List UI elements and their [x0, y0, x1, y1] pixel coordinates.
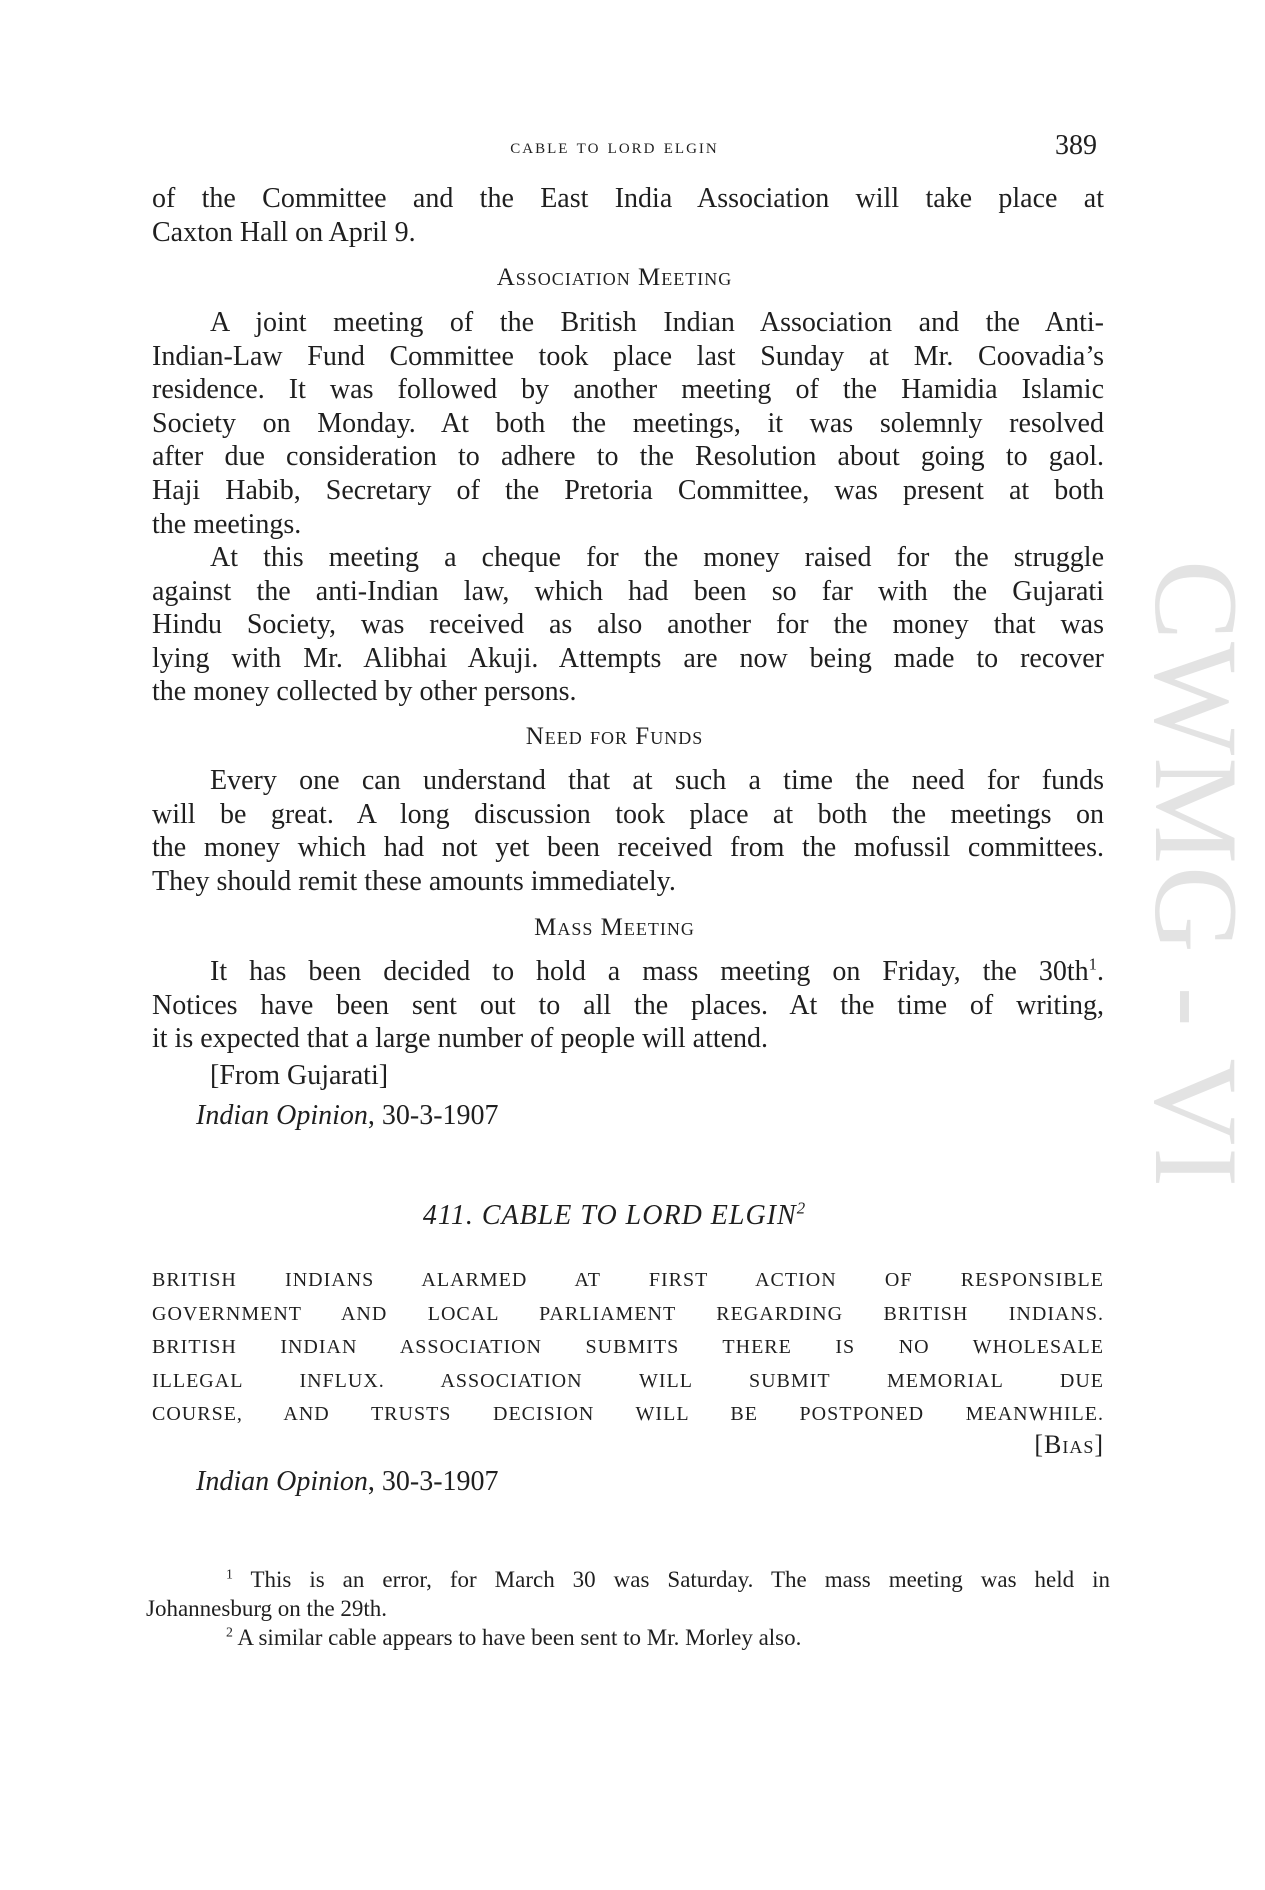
journal-name: Indian Opinion — [196, 1466, 368, 1497]
cable-line: COURSE, AND TRUSTS DECISION WILL BE POSTPONED MEANWHILE. — [152, 1403, 1104, 1426]
footnote-1-continued: Johannesburg on the 29th. — [146, 1595, 388, 1621]
footnote-ref-2[interactable]: 2 — [796, 1198, 807, 1218]
section-heading-association-meeting: Association Meeting — [496, 264, 733, 291]
citation-date: , 30-3-1907 — [367, 1466, 499, 1497]
text-line: it is expected that a large number of people will attend. — [152, 1023, 769, 1055]
funds-paragraph — [152, 764, 1104, 898]
signature: [Bias] — [1034, 1430, 1104, 1459]
source-note: [From Gujarati] — [210, 1060, 389, 1091]
cable-line: BRITISH INDIANS ALARMED AT FIRST ACTION OF RESPONSIBLE — [152, 1269, 1104, 1291]
text-line: lying with Mr. Alibhai Akuji. Attempts are now being made to recover — [152, 642, 1104, 674]
text-line: against the anti-Indian law, which had been so far with the Gujarati — [152, 575, 1104, 607]
text-line: They should remit these amounts immediately. — [152, 865, 676, 897]
footnote-text: This is an error, for March 30 was Saturday. The mass meeting was held in — [250, 1567, 1110, 1592]
mass-meeting-paragraph — [152, 955, 1104, 1056]
text-line: Society on Monday. At both the meetings, it was solemnly resolved — [152, 407, 1104, 439]
text-line: of the Committee and the East India Association will take place at — [152, 183, 1104, 214]
text-line: Indian-Law Fund Committee took place last Sunday at Mr. Coovadia’s — [152, 340, 1104, 372]
footnotes — [146, 1566, 1110, 1652]
text-line: the meetings. — [152, 508, 302, 540]
footnote-text: A similar cable appears to have been sent to Mr. Morley also. — [237, 1624, 802, 1650]
citation — [196, 1466, 499, 1498]
association-paragraph-2 — [152, 541, 1104, 709]
footnote-ref-1[interactable]: 1 — [1088, 954, 1097, 974]
text-line: the money collected by other persons. — [152, 676, 577, 708]
journal-name: Indian Opinion — [196, 1100, 368, 1131]
opening-paragraph — [152, 182, 1104, 249]
text-line: A joint meeting of the British Indian Association and the Anti- — [210, 307, 1104, 338]
citation-date: , 30-3-1907 — [367, 1100, 499, 1131]
footnote-marker: 2 — [226, 1623, 233, 1639]
text-line: At this meeting a cheque for the money raised for the struggle — [210, 542, 1104, 573]
page-number: 389 — [1055, 130, 1097, 161]
text-line: after due consideration to adhere to the Resolution about going to gaol. — [152, 441, 1104, 473]
text-line: Caxton Hall on April 9. — [152, 216, 416, 248]
cable-line: ILLEGAL INFLUX. ASSOCIATION WILL SUBMIT MEMORIAL DUE — [152, 1369, 1104, 1392]
text-span: It has been decided to hold a mass meeting on Friday, the 30th — [210, 956, 1089, 987]
document-title — [0, 1200, 1229, 1232]
section-heading-mass-meeting: Mass Meeting — [534, 914, 695, 941]
running-title: cable to lord elgin — [510, 134, 719, 158]
text-line: Hindu Society, was received as also another for the money that was — [152, 609, 1104, 641]
cable-line: BRITISH INDIAN ASSOCIATION SUBMITS THERE IS NO WHOLESALE — [152, 1336, 1104, 1359]
text-line — [152, 955, 1104, 989]
text-line: will be great. A long discussion took place at both the meetings on — [152, 798, 1104, 830]
section-heading-need-for-funds: Need for Funds — [525, 723, 704, 750]
text-span: . — [1097, 956, 1104, 987]
citation — [196, 1100, 499, 1132]
text-line: Notices have been sent out to all the places. At the time of writing, — [152, 989, 1104, 1021]
text-line: residence. It was followed by another meeting of the Hamidia Islamic — [152, 374, 1104, 406]
text-line: Every one can understand that at such a time the need for funds — [210, 765, 1104, 796]
footnote-marker: 1 — [226, 1566, 233, 1582]
document-title-text: 411. CABLE TO LORD ELGIN — [422, 1200, 797, 1231]
footnote-1 — [146, 1566, 1110, 1595]
text-line: Haji Habib, Secretary of the Pretoria Committee, was present at both — [152, 474, 1104, 506]
watermark: CWMG - VI — [1130, 560, 1263, 1190]
footnote-2 — [146, 1624, 1110, 1653]
association-paragraph-1 — [152, 306, 1104, 541]
cable-line: GOVERNMENT AND LOCAL PARLIAMENT REGARDING BRITISH INDIANS. — [152, 1302, 1104, 1325]
text-line: the money which had not yet been received from the mofussil committees. — [152, 832, 1104, 864]
cable-text — [152, 1264, 1104, 1432]
